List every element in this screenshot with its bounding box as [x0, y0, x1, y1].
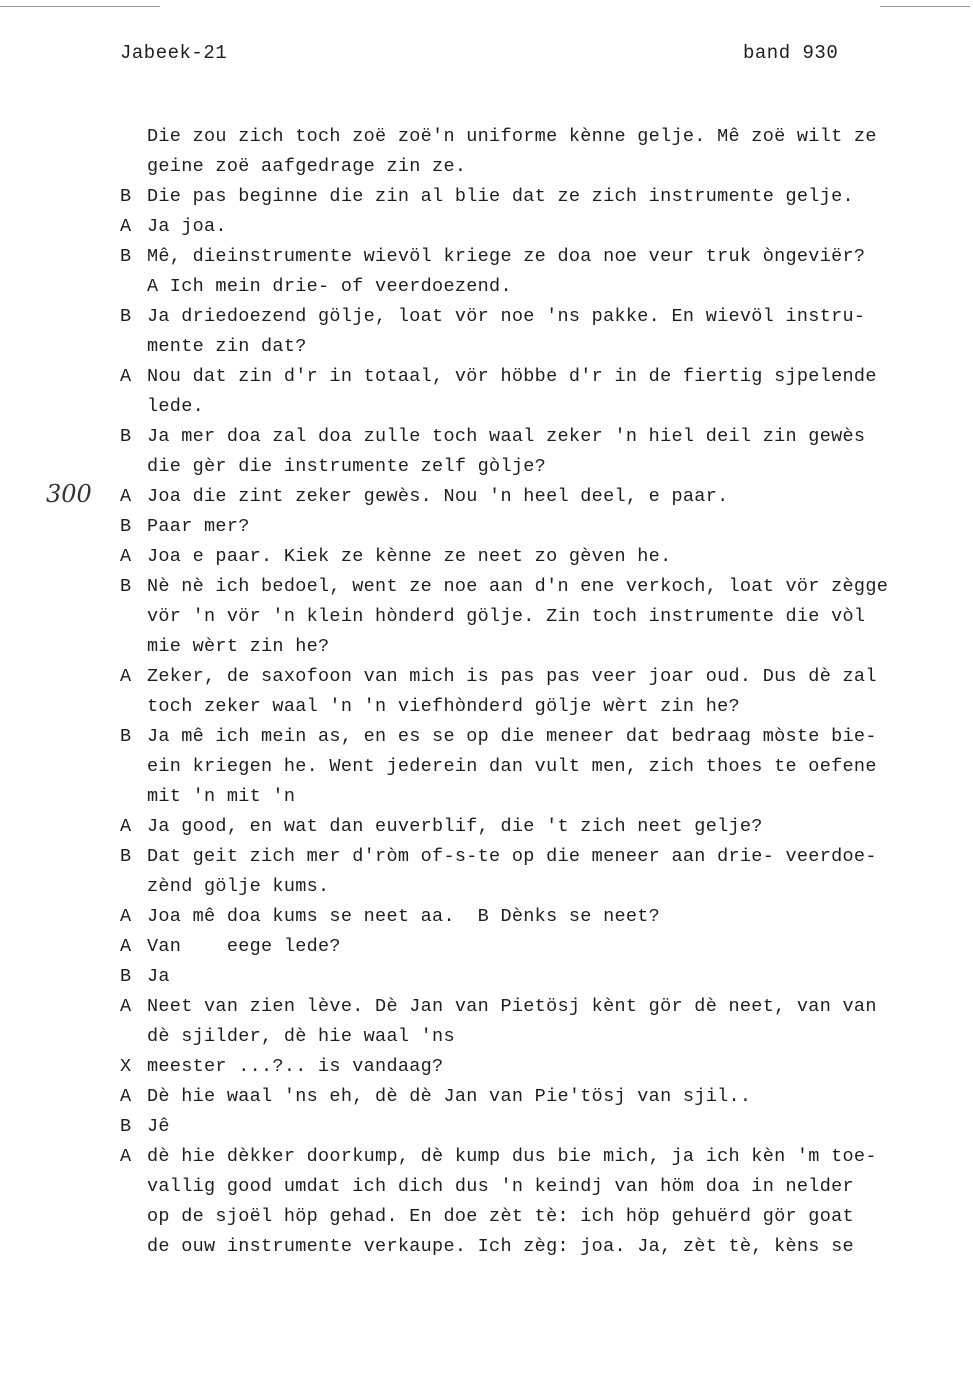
speaker-label: A: [120, 546, 132, 567]
line-text: Ja joa.: [147, 216, 227, 237]
line-text: meester ...?.. is vandaag?: [147, 1056, 444, 1077]
speaker-label: B: [120, 1116, 132, 1137]
transcript-line: [120, 1112, 950, 1142]
speaker-label: B: [120, 576, 132, 597]
speaker-label: B: [120, 726, 132, 747]
transcript-line: [120, 602, 950, 632]
transcript-line: [120, 662, 950, 692]
speaker-label: B: [120, 306, 132, 327]
speaker-label: B: [120, 426, 132, 447]
transcript-line: [120, 332, 950, 362]
line-text: Nou dat zin d'r in totaal, vör höbbe d'r in de fiertig sjpelende: [147, 366, 877, 387]
line-text: mie wèrt zin he?: [147, 636, 330, 657]
transcript-line: [120, 872, 950, 902]
speaker-label: A: [120, 486, 132, 507]
transcript-line: [120, 1172, 950, 1202]
tape-number: band 930: [743, 42, 839, 64]
transcript-line: [120, 1142, 950, 1172]
line-text: Dè hie waal 'ns eh, dè dè Jan van Pie'tösj van sjil..: [147, 1086, 752, 1107]
transcript-line: [120, 962, 950, 992]
line-text: dè hie dèkker doorkump, dè kump dus bie mich, ja ich kèn 'm toe-: [147, 1146, 877, 1167]
line-text: Ja driedoezend gölje, loat vör noe 'ns pakke. En wievöl instru-: [147, 306, 866, 327]
transcript-line: [120, 152, 950, 182]
line-text: geine zoë aafgedrage zin ze.: [147, 156, 467, 177]
line-text: Joa mê doa kums se neet aa. B Dènks se neet?: [147, 906, 661, 927]
transcript-line: [120, 482, 950, 512]
speaker-label: X: [120, 1056, 132, 1077]
speaker-label: A: [120, 1086, 132, 1107]
line-text: toch zeker waal 'n 'n viefhònderd gölje wèrt zin he?: [147, 696, 740, 717]
transcript-line: [120, 692, 950, 722]
transcript-line: [120, 1202, 950, 1232]
transcript-line: [120, 1052, 950, 1082]
transcript-line: [120, 932, 950, 962]
line-text: Van eege lede?: [147, 936, 341, 957]
line-text: op de sjoël höp gehad. En doe zèt tè: ich höp gehuërd gör goat: [147, 1206, 854, 1227]
line-text: Dat geit zich mer d'ròm of-s-te op die meneer aan drie- veerdoe-: [147, 846, 877, 867]
speaker-label: A: [120, 996, 132, 1017]
speaker-label: A: [120, 666, 132, 687]
transcript-line: [120, 542, 950, 572]
transcript-line: [120, 302, 950, 332]
speaker-label: A: [120, 216, 132, 237]
line-text: Jê: [147, 1116, 170, 1137]
line-text: ein kriegen he. Went jederein dan vult men, zich thoes te oefene: [147, 756, 877, 777]
speaker-label: A: [120, 1146, 132, 1167]
line-text: vör 'n vör 'n klein hònderd gölje. Zin toch instrumente die vòl: [147, 606, 866, 627]
speaker-label: B: [120, 186, 132, 207]
transcript-line: [120, 422, 950, 452]
line-text: Ja mer doa zal doa zulle toch waal zeker 'n hiel deil zin gewès: [147, 426, 866, 447]
transcript-line: [120, 362, 950, 392]
transcript-line: [120, 182, 950, 212]
document-reference: Jabeek-21: [120, 42, 228, 64]
transcript-line: [120, 992, 950, 1022]
line-text: Ja good, en wat dan euverblif, die 't zich neet gelje?: [147, 816, 763, 837]
transcript-line: [120, 572, 950, 602]
transcript-line: [120, 452, 950, 482]
handwritten-counter-note: 300: [46, 480, 92, 508]
line-text: Mê, dieinstrumente wievöl kriege ze doa noe veur truk òngeviër?: [147, 246, 866, 267]
line-text: de ouw instrumente verkaupe. Ich zèg: joa. Ja, zèt tè, kèns se: [147, 1236, 854, 1257]
transcript-line: [120, 512, 950, 542]
line-text: Ja: [147, 966, 170, 987]
line-text: Neet van zien lève. Dè Jan van Pietösj kènt gör dè neet, van van: [147, 996, 877, 1017]
transcript-line: [120, 392, 950, 422]
line-text: die gèr die instrumente zelf gòlje?: [147, 456, 547, 477]
line-text: Joa die zint zeker gewès. Nou 'n heel deel, e paar.: [147, 486, 729, 507]
transcript-line: [120, 242, 950, 272]
speaker-label: A: [120, 366, 132, 387]
transcript-line: [120, 752, 950, 782]
transcript-line: [120, 212, 950, 242]
transcript-body: [120, 122, 950, 1262]
line-text: Die zou zich toch zoë zoë'n uniforme kènne gelje. Mê zoë wilt ze: [147, 126, 877, 147]
line-text: mente zin dat?: [147, 336, 307, 357]
speaker-label: B: [120, 246, 132, 267]
speaker-label: A: [120, 816, 132, 837]
line-text: Paar mer?: [147, 516, 250, 537]
speaker-label: B: [120, 846, 132, 867]
speaker-label: B: [120, 966, 132, 987]
transcript-line: [120, 1082, 950, 1112]
transcript-line: [120, 632, 950, 662]
line-text: Ja mê ich mein as, en es se op die meneer dat bedraag mòste bie-: [147, 726, 877, 747]
line-text: A Ich mein drie- of veerdoezend.: [147, 276, 512, 297]
transcript-line: [120, 782, 950, 812]
transcript-line: [120, 812, 950, 842]
transcript-line: [120, 722, 950, 752]
line-text: Zeker, de saxofoon van mich is pas pas veer joar oud. Dus dè zal: [147, 666, 877, 687]
speaker-label: B: [120, 516, 132, 537]
transcript-line: [120, 122, 950, 152]
transcript-line: [120, 842, 950, 872]
line-text: Die pas beginne die zin al blie dat ze zich instrumente gelje.: [147, 186, 854, 207]
speaker-label: A: [120, 936, 132, 957]
line-text: Nè nè ich bedoel, went ze noe aan d'n ene verkoch, loat vör zègge: [147, 576, 889, 597]
scan-edge-marks: [0, 6, 973, 8]
transcript-line: [120, 272, 950, 302]
line-text: mit 'n mit 'n: [147, 786, 296, 807]
transcript-line: [120, 1022, 950, 1052]
transcript-line: [120, 1232, 950, 1262]
line-text: dè sjilder, dè hie waal 'ns: [147, 1026, 455, 1047]
line-text: lede.: [147, 396, 205, 417]
transcript-line: [120, 902, 950, 932]
line-text: Joa e paar. Kiek ze kènne ze neet zo gèven he.: [147, 546, 672, 567]
line-text: vallig good umdat ich dich dus 'n keindj van höm doa in nelder: [147, 1176, 854, 1197]
line-text: zènd gölje kums.: [147, 876, 330, 897]
speaker-label: A: [120, 906, 132, 927]
